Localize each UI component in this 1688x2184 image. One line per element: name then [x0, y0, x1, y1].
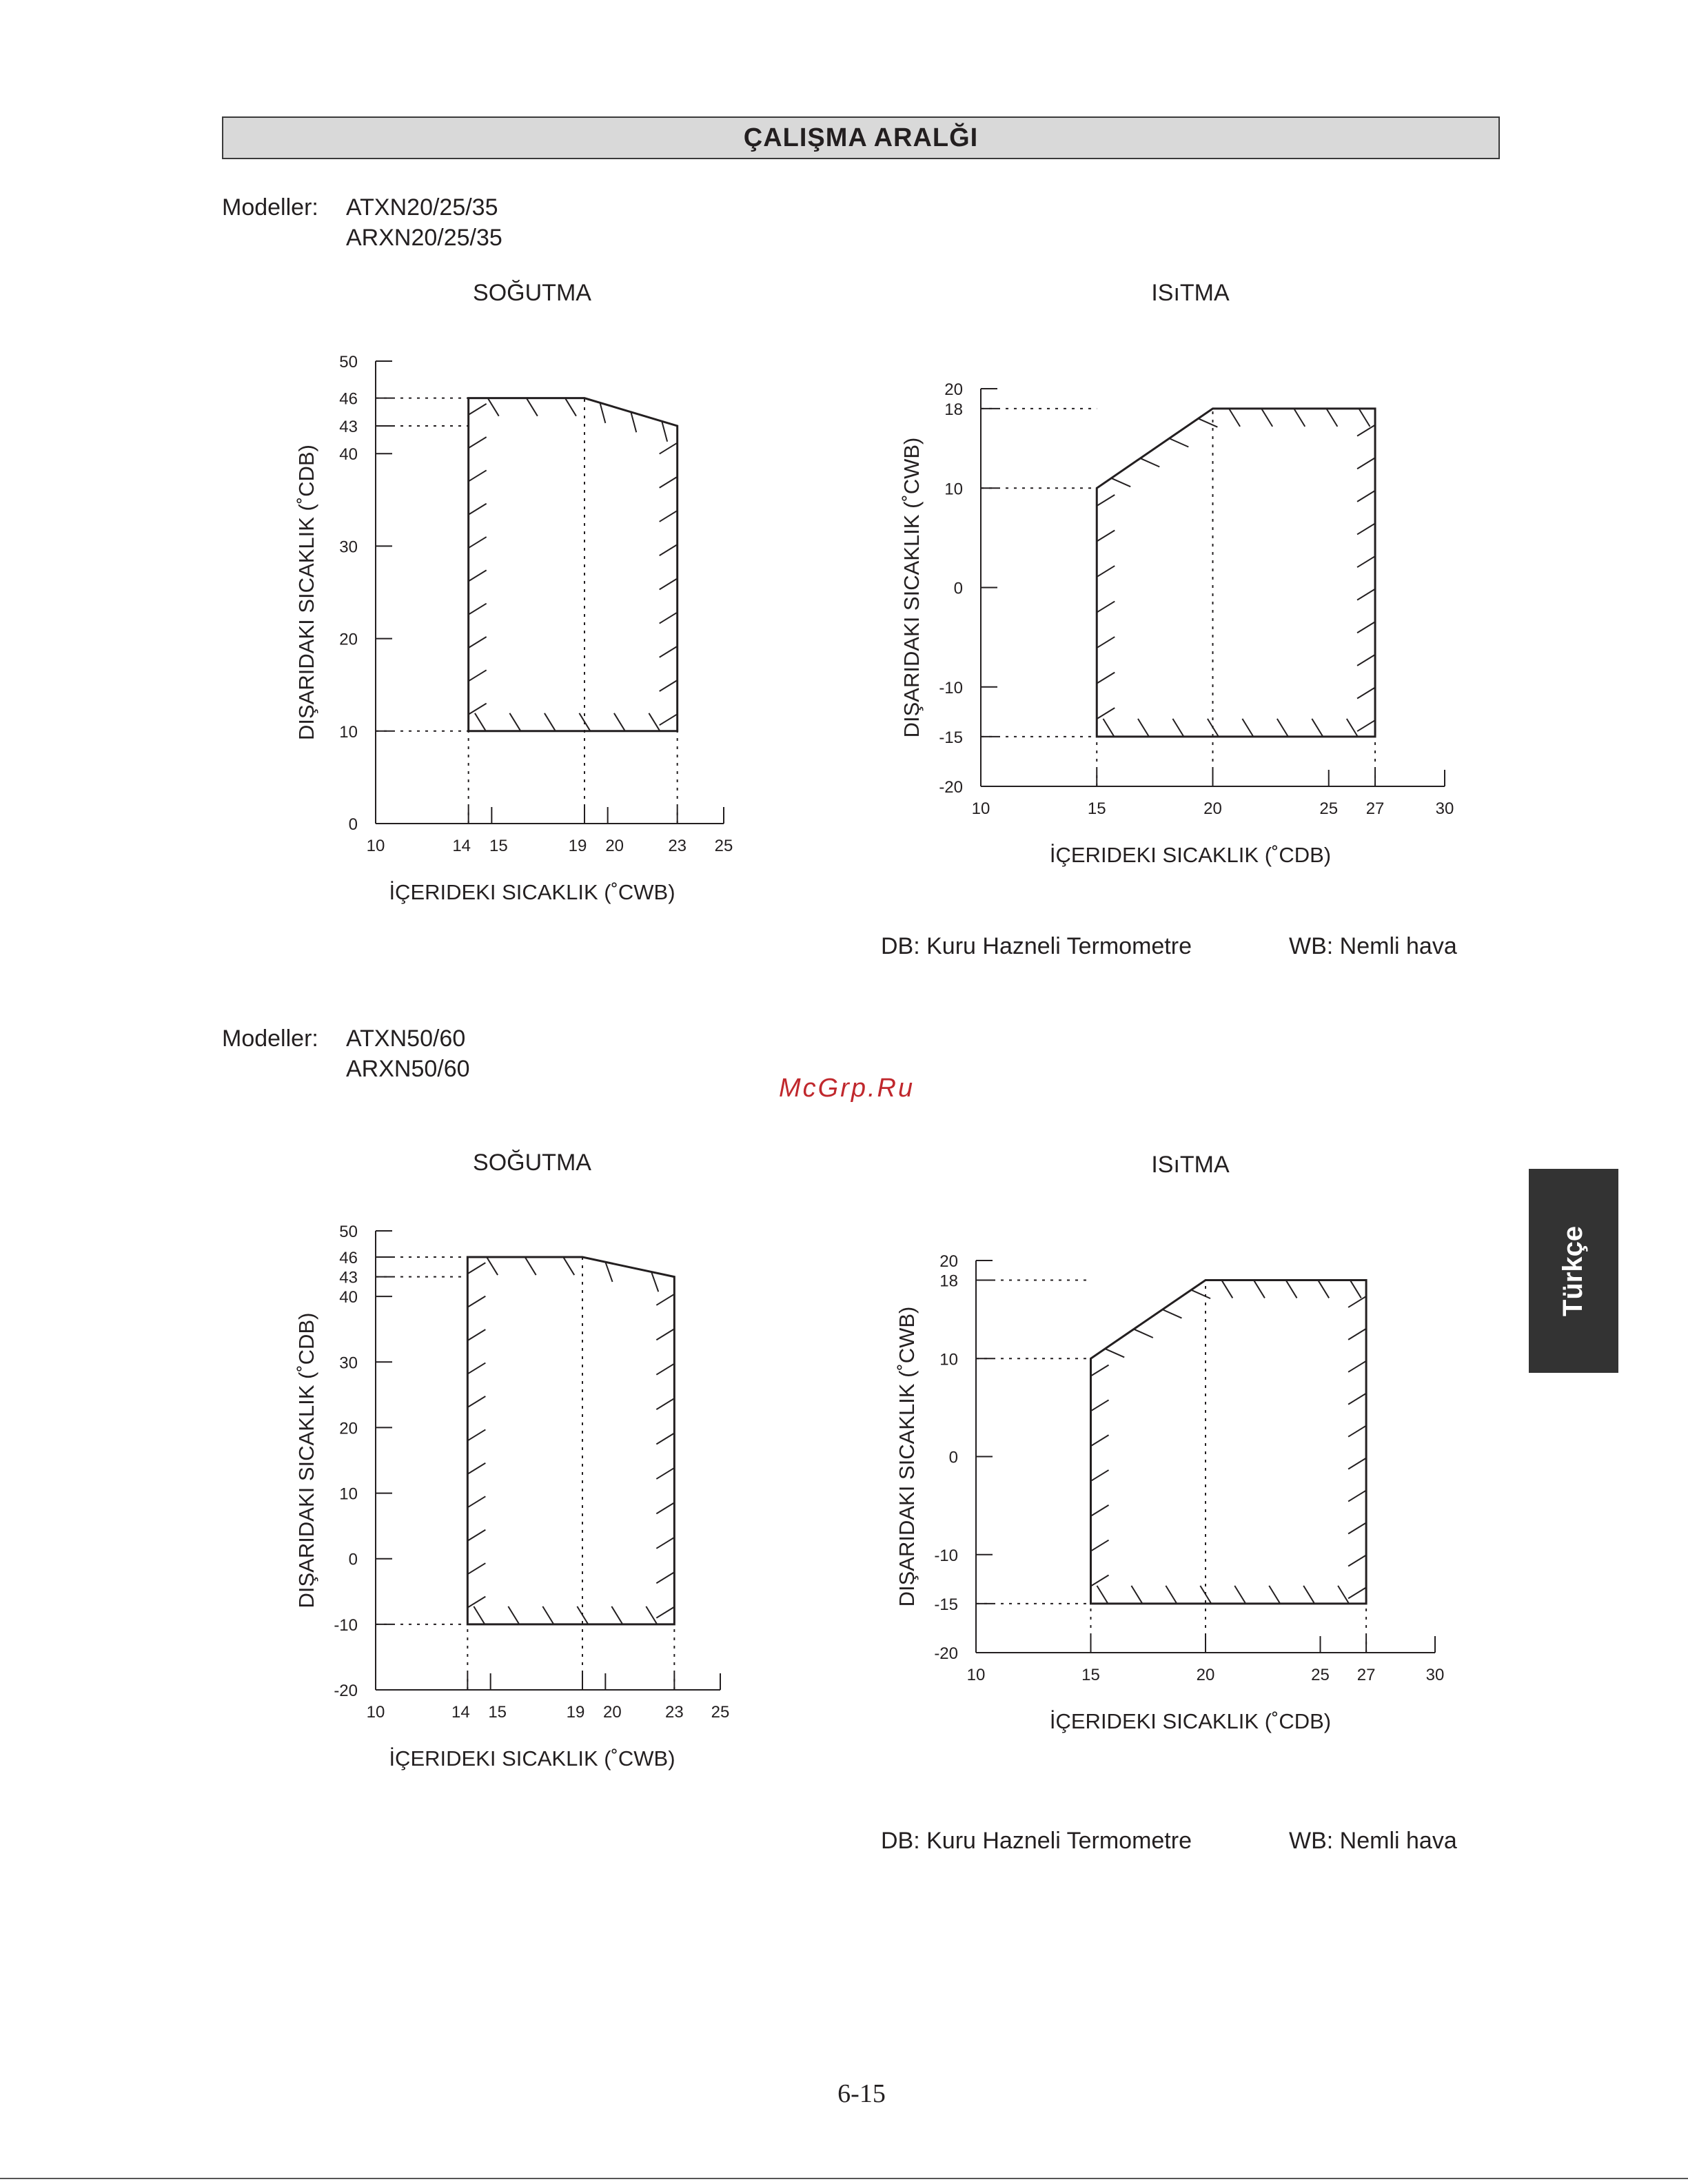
y-tick-label: 18 [939, 1272, 958, 1291]
x-axis-label: İÇERIDEKI SICAKLIK (˚CWB) [389, 1746, 675, 1770]
y-tick-label: 20 [944, 380, 963, 399]
model-name: ATXN20/25/35 [346, 194, 498, 221]
x-tick-label: 19 [566, 1703, 585, 1722]
x-tick-label: 20 [605, 837, 624, 855]
hatch-mark [1286, 1280, 1297, 1298]
x-tick-label: 15 [488, 1703, 507, 1722]
hatch-mark [1348, 1361, 1366, 1372]
y-tick-label: 30 [339, 1354, 358, 1373]
y-axis-label: DIŞARIDAKI SICAKLIK (˚CDB) [294, 445, 318, 740]
x-tick-label: 25 [1311, 1666, 1330, 1684]
chart-title: ISıTMA [1151, 280, 1230, 306]
page-number: 6-15 [837, 2079, 886, 2108]
hatch-mark [1097, 1586, 1108, 1604]
legend-wb: WB: Nemli hava [1289, 1828, 1457, 1854]
x-axis-label: İÇERIDEKI SICAKLIK (˚CWB) [389, 880, 675, 904]
page-title: ÇALIŞMA ARALĞI [743, 123, 979, 152]
x-tick-label: 19 [568, 837, 587, 855]
hatch-mark [1350, 1280, 1361, 1298]
x-tick-label: 27 [1356, 1666, 1376, 1684]
hatch-mark [1348, 1587, 1366, 1598]
x-tick-label: 15 [489, 837, 508, 855]
hatch-mark [1348, 1555, 1366, 1566]
hatch-mark [1131, 1586, 1142, 1604]
hatch-mark [1091, 1400, 1109, 1411]
legend-wb: WB: Nemli hava [1289, 933, 1457, 959]
hatch-mark [1348, 1394, 1366, 1405]
x-tick-label: 10 [966, 1666, 986, 1684]
y-tick-label: 46 [339, 1249, 358, 1268]
y-tick-label: 50 [339, 353, 358, 371]
y-tick-label: 20 [339, 1419, 358, 1438]
y-tick-label: -10 [939, 678, 963, 697]
model-name: ATXN50/60 [346, 1025, 466, 1052]
x-tick-label: 10 [366, 1703, 385, 1722]
y-tick-label: 10 [339, 1484, 358, 1504]
legend-db: DB: Kuru Hazneli Termometre [881, 933, 1192, 959]
x-tick-label: 27 [1365, 799, 1385, 818]
hatch-mark [1134, 1329, 1153, 1338]
hatch-mark [1191, 1290, 1210, 1298]
watermark: McGrp.Ru [779, 1074, 915, 1103]
y-tick-label: -10 [934, 1546, 958, 1565]
x-tick-label: 10 [971, 799, 990, 818]
x-tick-label: 15 [1081, 1666, 1100, 1684]
hatch-mark [1163, 1309, 1182, 1318]
hatch-mark [1348, 1491, 1366, 1502]
hatch-mark [1166, 1586, 1177, 1604]
y-tick-label: 50 [339, 1223, 358, 1241]
hatch-mark [1091, 1575, 1109, 1586]
x-tick-label: 25 [1319, 799, 1339, 818]
y-tick-label: 18 [944, 400, 963, 419]
chart-title: ISıTMA [1151, 1152, 1230, 1178]
hatch-mark [1338, 1586, 1349, 1604]
y-tick-label: 20 [939, 1252, 958, 1271]
x-tick-label: 30 [1425, 1666, 1445, 1684]
hatch-mark [1091, 1540, 1109, 1551]
x-tick-label: 25 [714, 837, 733, 855]
y-tick-label: -15 [939, 728, 963, 747]
y-tick-label: 20 [339, 630, 358, 649]
y-tick-label: 30 [339, 538, 358, 557]
y-tick-label: -10 [334, 1615, 358, 1635]
y-tick-label: -20 [334, 1682, 358, 1700]
hatch-mark [1318, 1280, 1329, 1298]
models-label: Modeller: [222, 194, 318, 221]
language-tab-label: Türkçe [1558, 1225, 1589, 1316]
operating-range-area [1091, 1280, 1367, 1603]
y-tick-label: -15 [934, 1595, 958, 1614]
y-tick-label: 40 [339, 445, 358, 465]
x-tick-label: 20 [1203, 799, 1222, 818]
y-tick-label: 43 [339, 417, 358, 436]
model-name: ARXN20/25/35 [346, 225, 502, 251]
y-tick-label: -20 [934, 1644, 958, 1663]
y-tick-label: 10 [939, 1350, 958, 1369]
legend-db: DB: Kuru Hazneli Termometre [881, 1828, 1192, 1854]
y-tick-label: 0 [348, 815, 358, 834]
hatch-mark [1348, 1329, 1366, 1340]
x-tick-label: 30 [1435, 799, 1454, 818]
y-axis-label: DIŞARIDAKI SICAKLIK (˚CWB) [899, 437, 924, 738]
y-axis-label: DIŞARIDAKI SICAKLIK (˚CDB) [294, 1312, 318, 1609]
hatch-mark [1254, 1280, 1265, 1298]
hatch-mark [1303, 1586, 1314, 1604]
y-tick-label: 40 [339, 1288, 358, 1307]
hatch-mark [1091, 1435, 1109, 1446]
y-tick-label: 46 [339, 389, 358, 409]
x-tick-label: 14 [452, 837, 471, 855]
hatch-mark [1234, 1586, 1245, 1604]
y-tick-label: 0 [953, 579, 963, 598]
x-tick-label: 20 [602, 1703, 622, 1722]
model-name: ARXN50/60 [346, 1056, 470, 1082]
x-tick-label: 15 [1087, 799, 1106, 818]
hatch-mark [1091, 1470, 1109, 1481]
x-tick-label: 20 [1196, 1666, 1215, 1684]
y-tick-label: 10 [944, 480, 963, 499]
x-tick-label: 10 [366, 837, 385, 855]
hatch-mark [1091, 1505, 1109, 1516]
chart-title: SOĞUTMA [473, 280, 591, 306]
hatch-mark [1348, 1426, 1366, 1437]
hatch-mark [1348, 1296, 1366, 1307]
x-tick-label: 14 [451, 1703, 470, 1722]
language-tab [1529, 1169, 1618, 1373]
chart-title: SOĞUTMA [473, 1150, 591, 1176]
x-axis-label: İÇERIDEKI SICAKLIK (˚CDB) [1049, 843, 1332, 867]
hatch-mark [1221, 1280, 1232, 1298]
x-tick-label: 23 [664, 1703, 684, 1722]
y-tick-label: 0 [348, 1550, 358, 1569]
footer-divider [0, 2178, 1688, 2179]
y-tick-label: 10 [339, 722, 358, 742]
hatch-mark [1105, 1349, 1124, 1357]
x-tick-label: 25 [711, 1703, 730, 1722]
x-tick-label: 23 [668, 837, 687, 855]
y-axis-label: DIŞARIDAKI SICAKLIK (˚CWB) [895, 1306, 919, 1607]
hatch-mark [1091, 1365, 1109, 1376]
hatch-mark [1269, 1586, 1280, 1604]
hatch-mark [1348, 1458, 1366, 1469]
y-tick-label: 0 [948, 1448, 958, 1467]
hatch-mark [1348, 1523, 1366, 1534]
models-label: Modeller: [222, 1025, 318, 1052]
y-tick-label: -20 [939, 778, 963, 797]
x-axis-label: İÇERIDEKI SICAKLIK (˚CDB) [1049, 1709, 1332, 1733]
y-tick-label: 43 [339, 1268, 358, 1287]
